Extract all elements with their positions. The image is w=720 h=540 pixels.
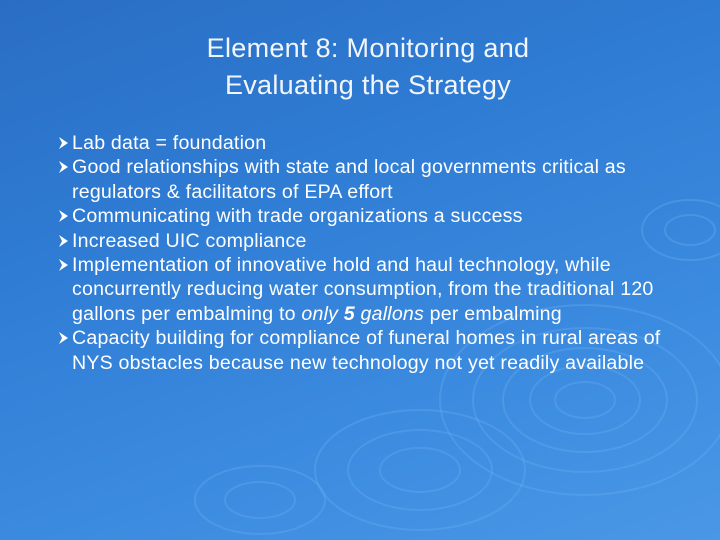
bullet-item bbox=[58, 229, 678, 253]
emphasis-phrase bbox=[301, 303, 424, 325]
bullet-text: Lab data = foundation bbox=[72, 132, 267, 154]
bullet-list bbox=[58, 131, 678, 375]
bullet-text: Good relationships with state and local governments critical as regulators & facilitators of EPA effort bbox=[72, 156, 626, 203]
emphasis-tail: gallons bbox=[354, 302, 425, 325]
arrow-bullet-icon bbox=[58, 160, 69, 174]
emphasis-lead: only bbox=[301, 302, 344, 325]
bullet-item bbox=[58, 131, 678, 155]
bullet-text-after: per embalming bbox=[424, 302, 562, 325]
arrow-bullet-icon bbox=[58, 331, 69, 345]
bullet-text: Communicating with trade organizations a success bbox=[72, 205, 523, 228]
bullet-text: Increased UIC compliance bbox=[72, 229, 307, 252]
emphasis-number: 5 bbox=[343, 302, 355, 325]
arrow-bullet-icon bbox=[58, 234, 69, 248]
bullet-text-before: Implementation of innovative hold and haul technology, while concurrently reducing water consumption, from the traditional 120 gallons per embalming to bbox=[72, 254, 654, 325]
arrow-bullet-icon bbox=[58, 209, 69, 223]
title-line-1: Element 8: Monitoring and bbox=[206, 33, 530, 63]
bullet-item bbox=[58, 253, 678, 326]
page-title bbox=[100, 30, 636, 104]
arrow-bullet-icon bbox=[58, 258, 69, 272]
arrow-bullet-icon bbox=[58, 136, 69, 150]
bullet-item bbox=[58, 155, 678, 204]
bullet-item bbox=[58, 326, 678, 375]
bullet-item bbox=[58, 204, 678, 228]
bullet-text: Capacity building for compliance of funeral homes in rural areas of NYS obstacles because new technology not yet readily available bbox=[72, 327, 661, 374]
bullet-text bbox=[72, 254, 654, 325]
title-line-2: Evaluating the Strategy bbox=[224, 70, 512, 100]
